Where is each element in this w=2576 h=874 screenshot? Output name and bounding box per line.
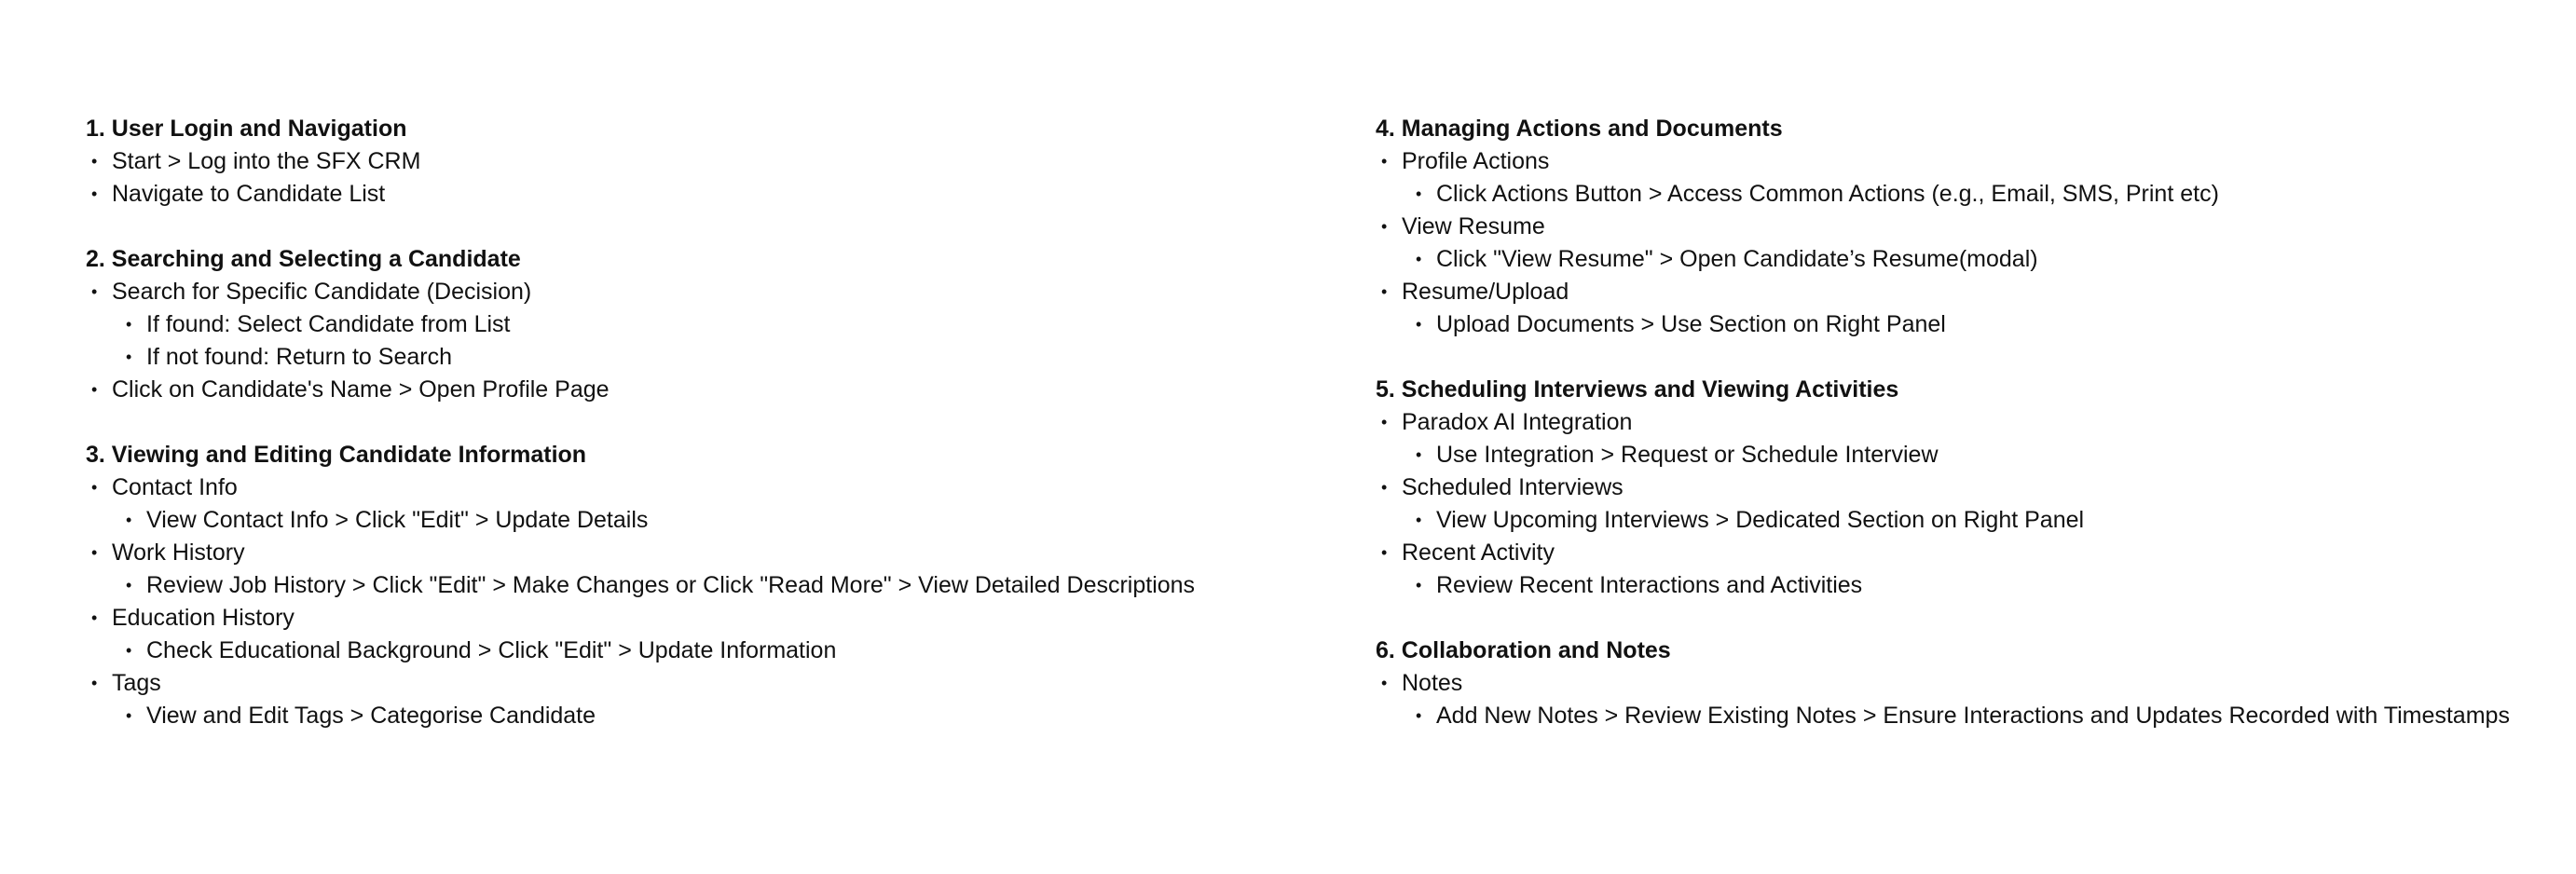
sub-list-item-text: Upload Documents > Use Section on Right Panel	[1436, 311, 1946, 337]
bullet-icon: •	[91, 674, 98, 692]
list-item	[1376, 145, 2559, 178]
section-title: 3. Viewing and Editing Candidate Information	[86, 442, 587, 468]
section	[1376, 374, 2559, 602]
sub-list-item-text: View Upcoming Interviews > Dedicated Section on Right Panel	[1436, 507, 2085, 533]
list-item-text: Paradox AI Integration	[1402, 409, 1633, 435]
list-item	[86, 537, 1297, 569]
bullet-icon: •	[1381, 217, 1388, 236]
bullet-icon: •	[126, 511, 132, 529]
list-item-text: Search for Specific Candidate (Decision)	[112, 279, 532, 305]
list-item	[86, 178, 1297, 211]
section-title: 5. Scheduling Interviews and Viewing Activities	[1376, 376, 1899, 403]
bullet-icon: •	[91, 478, 98, 497]
sub-list-item	[1376, 243, 2559, 276]
sub-list-item	[86, 569, 1297, 602]
sub-list-item-text: Review Recent Interactions and Activities	[1436, 572, 1863, 598]
sub-list-item-text: Check Educational Background > Click "Edit" > Update Information	[146, 637, 837, 663]
sub-list-item	[1376, 569, 2559, 602]
list-item-text: Notes	[1402, 670, 1463, 696]
sub-list-item-text: Click "View Resume" > Open Candidate’s Resume(modal)	[1436, 246, 2038, 272]
sub-list-item-text: View and Edit Tags > Categorise Candidate	[146, 703, 596, 729]
sub-list-item-text: Use Integration > Request or Schedule Interview	[1436, 442, 1939, 468]
list-item	[86, 276, 1297, 308]
sub-list-item	[86, 504, 1297, 537]
bullet-icon: •	[1416, 445, 1422, 464]
bullet-icon: •	[1416, 315, 1422, 334]
section	[1376, 113, 2559, 341]
sub-list-item-text: If found: Select Candidate from List	[146, 311, 511, 337]
bullet-icon: •	[1416, 576, 1422, 594]
sub-list-item	[1376, 504, 2559, 537]
sub-list-item-text: View Contact Info > Click "Edit" > Update Details	[146, 507, 649, 533]
list-item-text: Education History	[112, 605, 295, 631]
list-item-text: Contact Info	[112, 474, 238, 500]
sub-list-item	[86, 308, 1297, 341]
sub-list-item	[86, 341, 1297, 374]
bullet-icon: •	[91, 184, 98, 203]
list-item-text: Navigate to Candidate List	[112, 181, 386, 207]
bullet-icon: •	[91, 608, 98, 627]
bullet-icon: •	[126, 315, 132, 334]
sub-list-item	[1376, 308, 2559, 341]
bullet-icon: •	[126, 348, 132, 366]
bullet-icon: •	[1416, 250, 1422, 268]
list-item	[86, 145, 1297, 178]
bullet-icon: •	[1381, 543, 1388, 562]
bullet-icon: •	[1381, 282, 1388, 301]
bullet-icon: •	[126, 706, 132, 725]
list-item-text: Scheduled Interviews	[1402, 474, 1624, 500]
section	[1376, 635, 2559, 732]
list-item	[86, 471, 1297, 504]
list-item	[1376, 276, 2559, 308]
bullet-icon: •	[91, 380, 98, 399]
sub-list-item	[86, 635, 1297, 667]
section-title: 2. Searching and Selecting a Candidate	[86, 246, 521, 272]
sub-list-item-text: If not found: Return to Search	[146, 344, 452, 370]
list-item-text: Resume/Upload	[1402, 279, 1569, 305]
sub-list-item	[1376, 700, 2559, 732]
list-item-text: Work History	[112, 539, 245, 566]
bullet-icon: •	[1416, 184, 1422, 203]
bullet-icon: •	[1381, 478, 1388, 497]
left-column	[86, 113, 1297, 765]
list-item	[86, 667, 1297, 700]
bullet-icon: •	[1416, 706, 1422, 725]
list-item	[1376, 471, 2559, 504]
sub-list-item-text: Click Actions Button > Access Common Actions (e.g., Email, SMS, Print etc)	[1436, 181, 2219, 207]
list-item	[86, 374, 1297, 406]
sub-list-item	[1376, 439, 2559, 471]
bullet-icon: •	[91, 152, 98, 171]
right-column	[1376, 113, 2559, 765]
bullet-icon: •	[91, 543, 98, 562]
list-item-text: Tags	[112, 670, 161, 696]
section-title: 1. User Login and Navigation	[86, 116, 407, 142]
bullet-icon: •	[1381, 152, 1388, 171]
bullet-icon: •	[126, 576, 132, 594]
bullet-icon: •	[1381, 413, 1388, 431]
bullet-icon: •	[126, 641, 132, 660]
sub-list-item-text: Review Job History > Click "Edit" > Make Changes or Click "Read More" > View Detailed Descriptions	[146, 572, 1196, 598]
list-item	[1376, 211, 2559, 243]
section	[86, 113, 1297, 211]
list-item	[1376, 667, 2559, 700]
list-item	[1376, 537, 2559, 569]
sub-list-item	[86, 700, 1297, 732]
bullet-icon: •	[1416, 511, 1422, 529]
list-item-text: Start > Log into the SFX CRM	[112, 148, 421, 174]
section	[86, 439, 1297, 732]
sub-list-item-text: Add New Notes > Review Existing Notes > Ensure Interactions and Updates Recorded with Timestamps	[1436, 703, 2510, 729]
list-item-text: View Resume	[1402, 213, 1545, 239]
list-item-text: Profile Actions	[1402, 148, 1550, 174]
section-title: 4. Managing Actions and Documents	[1376, 116, 1783, 142]
list-item-text: Recent Activity	[1402, 539, 1555, 566]
section	[86, 243, 1297, 406]
bullet-icon: •	[91, 282, 98, 301]
list-item-text: Click on Candidate's Name > Open Profile Page	[112, 376, 610, 403]
section-title: 6. Collaboration and Notes	[1376, 637, 1671, 663]
sub-list-item	[1376, 178, 2559, 211]
list-item	[86, 602, 1297, 635]
list-item	[1376, 406, 2559, 439]
bullet-icon: •	[1381, 674, 1388, 692]
